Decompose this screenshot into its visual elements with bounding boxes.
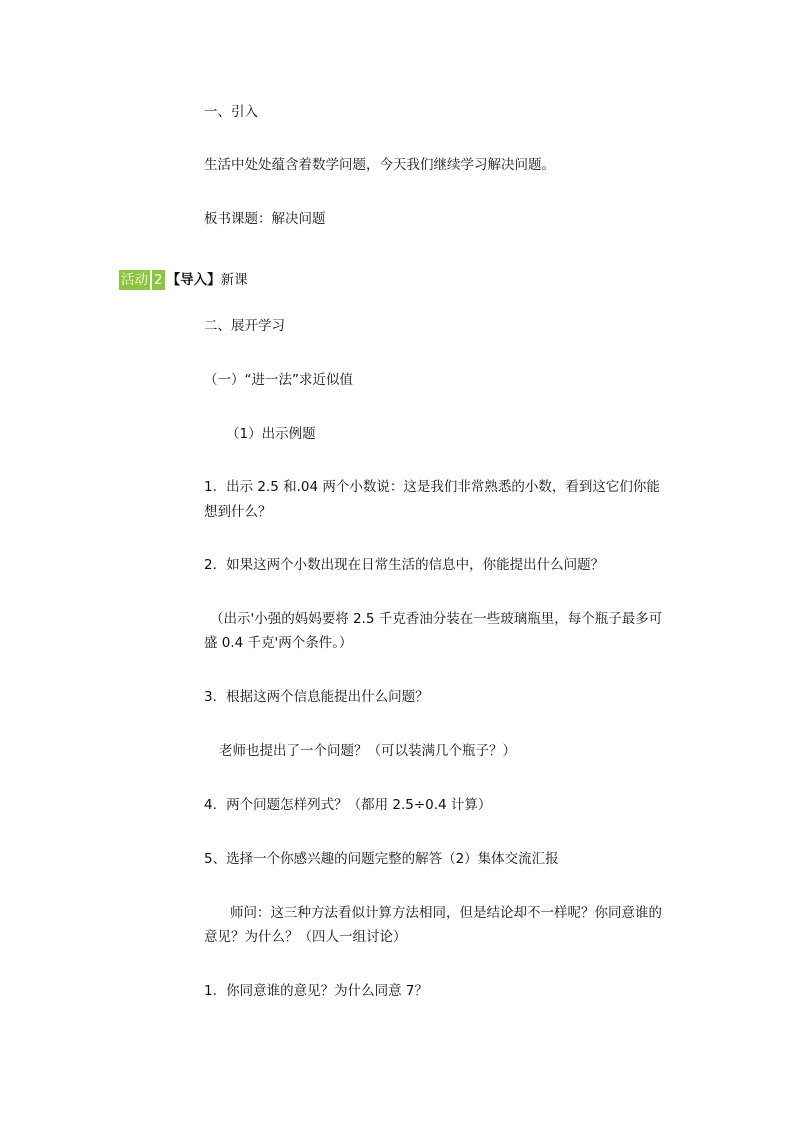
- subsection-heading: （一）“进一法”求近似值: [204, 372, 353, 388]
- item-2: 2．如果这两个小数出现在日常生活的信息中，你能提出什么问题？: [204, 557, 605, 573]
- teacher-question: 老师也提出了一个问题？（可以装满几个瓶子？）: [219, 743, 516, 759]
- activity-bracket-title: 【导入】: [166, 272, 221, 288]
- item-1-line-2: 想到什么？: [204, 504, 272, 520]
- discussion-item-1: 1．你同意谁的意见？为什么同意 7？: [204, 983, 428, 999]
- item-2-note-line-1: （出示'小强的妈妈要将 2.5 千克香油分装在一些玻璃瓶里，每个瓶子最多可: [210, 611, 663, 627]
- activity-tag-number: 2: [154, 272, 163, 288]
- item-4: 4．两个问题怎样列式？（都用 2.5÷0.4 计算）: [204, 797, 492, 813]
- teacher-ask-line-1: 师问：这三种方法看似计算方法相同，但是结论却不一样呢？你同意谁的: [230, 905, 662, 921]
- paragraph-blackboard-title: 板书课题：解决问题: [204, 211, 326, 227]
- item-1-line-1: 1．出示 2.5 和.04 两个小数说：这是我们非常熟悉的小数，看到这它们你能: [204, 479, 660, 495]
- section-heading-expand: 二、展开学习: [204, 318, 285, 334]
- section-heading-intro: 一、引入: [204, 104, 258, 120]
- activity-tag-label: 活动: [121, 272, 148, 288]
- item-2-note-line-2: 盛 0.4 千克'两个条件。）: [204, 635, 353, 651]
- activity-suffix: 新课: [220, 272, 248, 288]
- example-heading: （1）出示例题: [226, 426, 316, 442]
- teacher-ask-line-2: 意见？为什么？（四人一组讨论）: [204, 929, 407, 945]
- activity-heading: [119, 270, 248, 290]
- item-3: 3．根据这两个信息能提出什么问题？: [204, 689, 429, 705]
- item-5: 5、选择一个你感兴趣的问题完整的解答（2）集体交流汇报: [204, 851, 559, 867]
- paragraph-intro: 生活中处处蕴含着数学问题，今天我们继续学习解决问题。: [204, 157, 555, 173]
